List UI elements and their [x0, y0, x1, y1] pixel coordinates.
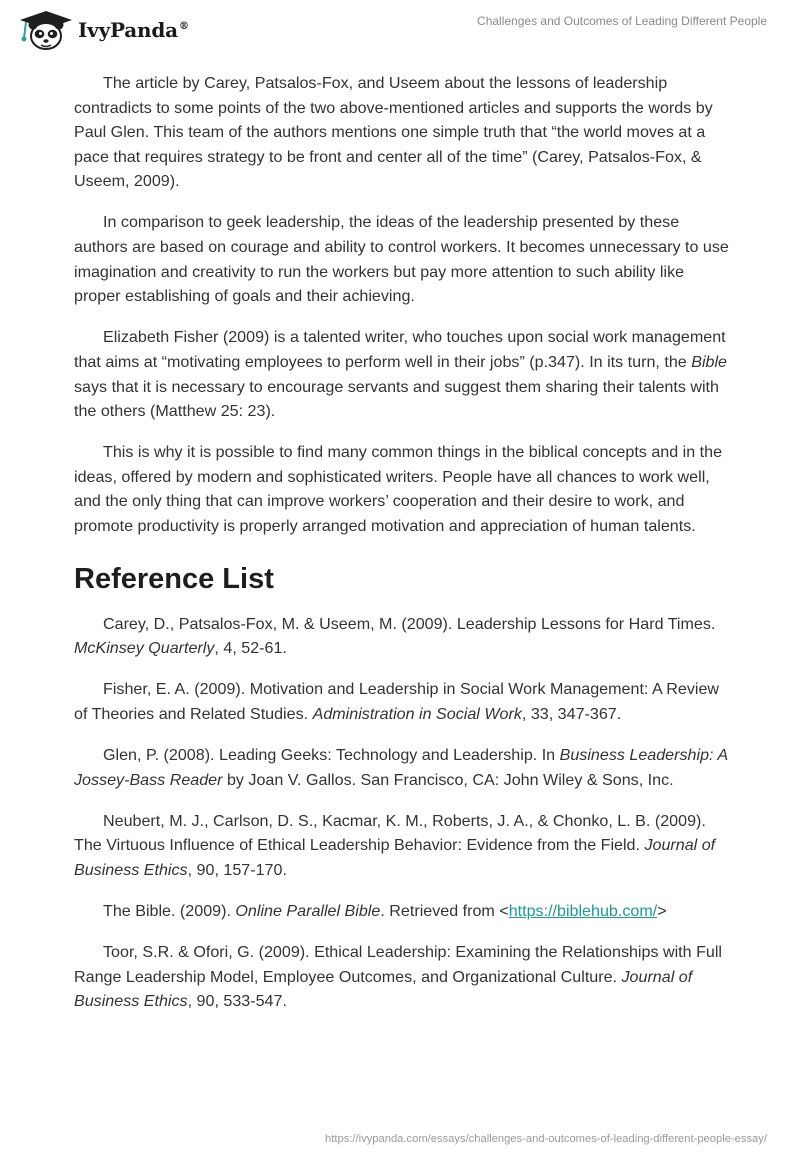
brand-name: IvyPanda® — [78, 18, 189, 42]
page-header — [0, 0, 800, 62]
reference-item: The Bible. (2009). Online Parallel Bible. Retrieved from <https://biblehub.com/> — [103, 901, 667, 920]
panda-graduation-icon — [14, 8, 74, 52]
reference-item: Toor, S.R. & Ofori, G. (2009). Ethical Leadership: Examining the Relationships with Full Range Leadership Model, Employee Outcomes, and Organizational Culture. Journal of Business Ethics, 90, 533-547. — [74, 943, 723, 1011]
body-paragraph: The article by Carey, Patsalos-Fox, and Useem about the lessons of leadership contradicts to some points of the two above-mentioned articles and supports the words by Paul Glen. This team of the authors mentions one simple truth that “the world moves at a pace that requires strategy to be front and center all of the time” (Carey, Patsalos-Fox, & Useem, 2009). — [74, 74, 713, 191]
body-paragraph: Elizabeth Fisher (2009) is a talented writer, who touches upon social work management that aims at “motivating employees to perform well in their jobs” (p.347). In its turn, the Bible says that it is necessary to encourage servants and suggest them sharing their talents with the others (Matthew 25: 23). — [74, 328, 727, 421]
footer-source-url: https://ivypanda.com/essays/challenges-and-outcomes-of-leading-different-people-essay/ — [325, 1133, 767, 1145]
reference-item: Glen, P. (2008). Leading Geeks: Technology and Leadership. In Business Leadership: A Jossey-Bass Reader by Joan V. Gallos. San Francisco, CA: John Wiley & Sons, Inc. — [74, 745, 728, 789]
references-heading: Reference List — [74, 562, 274, 595]
essay-content — [74, 71, 730, 1030]
ivypanda-logo[interactable] — [14, 8, 189, 52]
biblehub-link[interactable]: https://biblehub.com/ — [508, 901, 658, 920]
reference-item: Neubert, M. J., Carlson, D. S., Kacmar, K. M., Roberts, J. A., & Chonko, L. B. (2009). The Virtuous Influence of Ethical Leadership Behavior: Evidence from the Field. Journal of Business Ethics, 90, 157-170. — [74, 811, 716, 879]
body-paragraph: This is why it is possible to find many common things in the biblical concepts and in the ideas, offered by modern and sophisticated writers. People have all chances to work well, and the only thing that can improve workers’ cooperation and their desire to work, and promote productivity is properly arranged motivation and appreciation of human talents. — [74, 443, 723, 535]
reference-item: Carey, D., Patsalos-Fox, M. & Useem, M. (2009). Leadership Lessons for Hard Times. McKinsey Quarterly, 4, 52-61. — [74, 614, 716, 658]
body-paragraph: In comparison to geek leadership, the ideas of the leadership presented by these authors are based on courage and ability to control workers. It becomes unnecessary to use imagination and creativity to run the workers but pay more attention to such ability like proper establishing of goals and their achieving. — [74, 213, 729, 306]
document-title: Challenges and Outcomes of Leading Different People — [477, 14, 767, 28]
reference-item: Fisher, E. A. (2009). Motivation and Leadership in Social Work Management: A Review of Theories and Related Studies. Administration in Social Work, 33, 347-367. — [74, 680, 720, 723]
